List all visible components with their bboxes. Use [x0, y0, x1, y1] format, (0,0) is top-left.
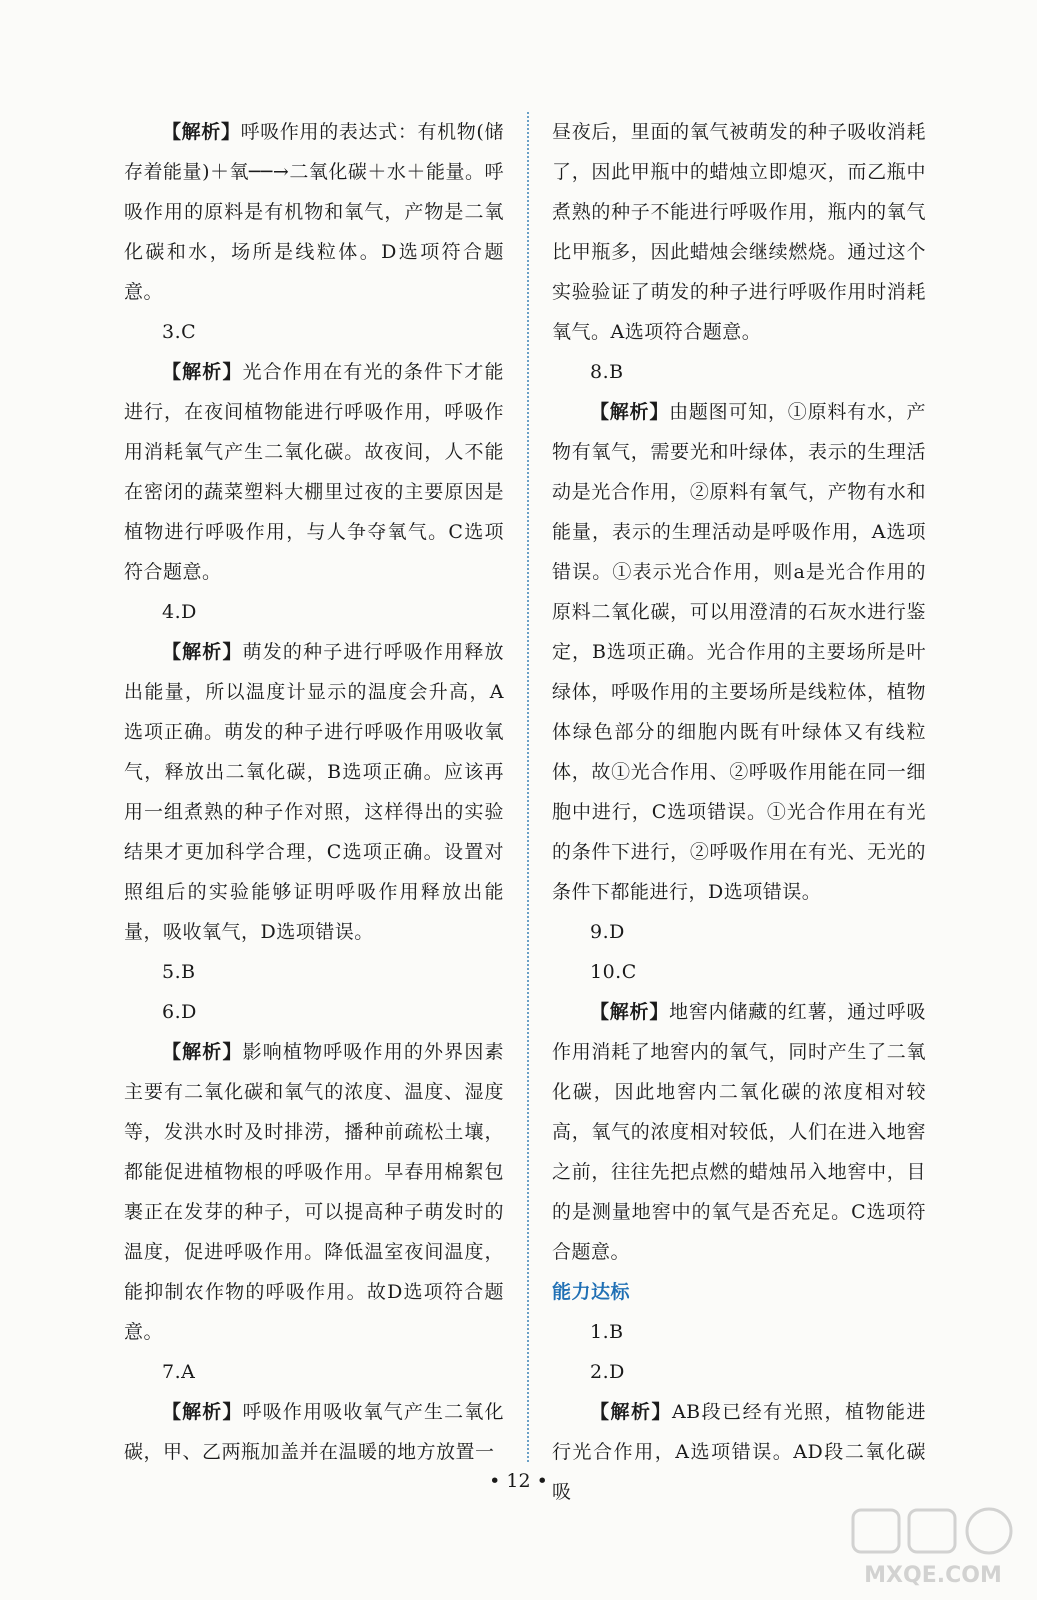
explanation-paragraph [124, 632, 504, 952]
page-number: • 12 • [489, 1470, 548, 1492]
explanation-paragraph [124, 352, 504, 592]
explanation-text: 呼吸作用的表达式：有机物(储存着能量)＋氧──→二氧化碳＋水＋能量。呼吸作用的原料是有机物和氧气，产物是二氧化碳和水，场所是线粒体。D选项符合题意。 [124, 121, 504, 303]
explanation-paragraph [124, 1032, 504, 1352]
answer-item: 2.D [590, 1361, 625, 1383]
explanation-paragraph [552, 992, 926, 1272]
answer-item: 6.D [162, 1001, 197, 1023]
explanation-paragraph [552, 392, 926, 912]
continued-paragraph: 昼夜后，里面的氧气被萌发的种子吸收消耗了，因此甲瓶中的蜡烛立即熄灭，而乙瓶中煮熟的种子不能进行呼吸作用，瓶内的氧气比甲瓶多，因此蜡烛会继续燃烧。通过这个实验验证了萌发的种子进行呼吸作用时消耗氧气。A选项符合题意。 [552, 121, 926, 343]
explanation-text: 由题图可知，①原料有水，产物有氧气，需要光和叶绿体，表示的生理活动是光合作用，②原料有氧气，产物有水和能量，表示的生理活动是呼吸作用，A选项错误。①表示光合作用，则a是光合作用的原料二氧化碳，可以用澄清的石灰水进行鉴定，B选项正确。光合作用的主要场所是叶绿体，呼吸作用的主要场所是线粒体，植物体绿色部分的细胞内既有叶绿体又有线粒体，故①光合作用、②呼吸作用能在同一细胞中进行，C选项错误。①光合作用在有光的条件下进行，②呼吸作用在有光、无光的条件下都能进行，D选项错误。 [552, 401, 926, 903]
explanation-tag: 【解析】 [162, 641, 243, 663]
answer-item: 7.A [162, 1361, 196, 1383]
watermark-logo [843, 1502, 1023, 1592]
explanation-tag: 【解析】 [162, 121, 241, 143]
explanation-text: 影响植物呼吸作用的外界因素主要有二氧化碳和氧气的浓度、温度、湿度等，发洪水时及时排涝，播种前疏松土壤，都能促进植物根的呼吸作用。早春用棉絮包裹正在发芽的种子，可以提高种子萌发时的温度，促进呼吸作用。降低温室夜间温度，能抑制农作物的呼吸作用。故D选项符合题意。 [124, 1041, 504, 1343]
left-column [124, 112, 504, 1472]
explanation-tag: 【解析】 [590, 1401, 672, 1423]
explanation-text: 地窖内储藏的红薯，通过呼吸作用消耗了地窖内的氧气，同时产生了二氧化碳，因此地窖内二氧化碳的浓度相对较高，氧气的浓度相对较低，人们在进入地窖之前，往往先把点燃的蜡烛吊入地窖中，目的是测量地窖中的氧气是否充足。C选项符合题意。 [552, 1001, 926, 1263]
explanation-text: AB段已经有光照，植物能进行光合作用，A选项错误。AD段二氧化碳吸 [552, 1401, 926, 1503]
explanation-text: 光合作用在有光的条件下才能进行，在夜间植物能进行呼吸作用，呼吸作用消耗氧气产生二氧化碳。故夜间，人不能在密闭的蔬菜塑料大棚里过夜的主要原因是植物进行呼吸作用，与人争夺氧气。C选项符合题意。 [124, 361, 504, 583]
explanation-paragraph [124, 1392, 504, 1472]
explanation-tag: 【解析】 [162, 361, 243, 383]
answer-item: 4.D [162, 601, 197, 623]
explanation-paragraph [552, 1392, 926, 1512]
right-column [552, 112, 926, 1512]
column-divider [527, 112, 529, 1462]
explanation-tag: 【解析】 [162, 1401, 243, 1423]
explanation-text: 萌发的种子进行呼吸作用释放出能量，所以温度计显示的温度会升高，A选项正确。萌发的种子进行呼吸作用吸收氧气，释放出二氧化碳，B选项正确。应该再用一组煮熟的种子作对照，这样得出的实验结果才更加科学合理，C选项正确。设置对照组后的实验能够证明呼吸作用释放出能量，吸收氧气，D选项错误。 [124, 641, 504, 943]
answer-item: 1.B [590, 1321, 624, 1343]
watermark-text: MXQE.COM [864, 1563, 1002, 1588]
answer-item: 9.D [590, 921, 625, 943]
explanation-paragraph [124, 112, 504, 312]
explanation-text: 呼吸作用吸收氧气产生二氧化碳，甲、乙两瓶加盖并在温暖的地方放置一 [124, 1401, 504, 1463]
answer-item: 3.C [162, 321, 197, 343]
section-heading: 能力达标 [552, 1281, 631, 1303]
answer-item: 8.B [590, 361, 624, 383]
explanation-tag: 【解析】 [162, 1041, 243, 1063]
explanation-tag: 【解析】 [590, 401, 670, 423]
answer-item: 5.B [162, 961, 196, 983]
answer-item: 10.C [590, 961, 637, 983]
explanation-tag: 【解析】 [590, 1001, 670, 1023]
